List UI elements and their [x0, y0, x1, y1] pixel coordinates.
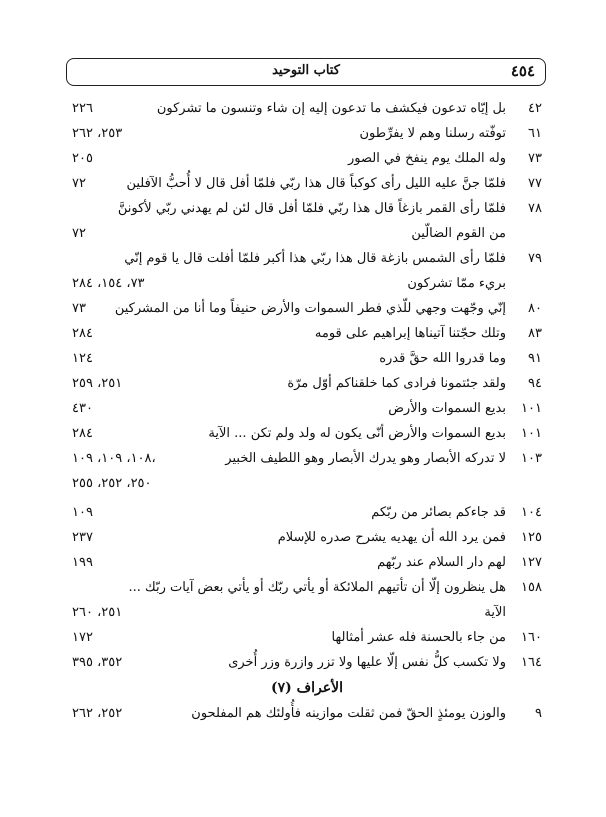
- verse-number: ١٦٠: [521, 630, 542, 645]
- verse-number: ١٠٣: [521, 451, 542, 466]
- index-row: [72, 446, 542, 471]
- page-references: ٧٣، ١٥٤، ٢٨٤: [72, 276, 145, 291]
- verse-number: ٦١: [528, 126, 542, 141]
- page-references: ٢٥١، ٢٥٩: [72, 376, 123, 391]
- index-content: [72, 96, 542, 726]
- page-references: ١٢٤: [72, 351, 93, 366]
- index-row: [72, 121, 542, 146]
- page-references: ٢٥٢، ٢٦٢: [72, 706, 123, 721]
- page-number: ٤٥٤: [510, 62, 535, 80]
- verse-number: ١٥٨: [521, 580, 542, 595]
- verse-text: بل إيّاه تدعون فيكشف ما تدعون إليه إن شاء وتنسون ما تشركون: [156, 101, 506, 116]
- verse-number: ١٠١: [521, 401, 542, 416]
- index-row: [72, 346, 542, 371]
- index-row: [72, 371, 542, 396]
- verse-text: والوزن يومئذٍ الحقّ فمن ثقلت موازينه فأُولئك هم المفلحون: [191, 706, 506, 721]
- page-references: ٤٣٠: [72, 401, 93, 416]
- index-row: [72, 500, 542, 525]
- verse-number: ١٢٧: [521, 555, 542, 570]
- index-row: [72, 146, 542, 171]
- index-row: [72, 701, 542, 726]
- verse-number: ٨٣: [528, 326, 542, 341]
- verse-number: ١٠٤: [521, 505, 542, 520]
- verse-text: من جاء بالحسنة فله عشر أمثالها: [331, 630, 506, 645]
- index-row: [72, 296, 542, 321]
- index-row: [72, 246, 542, 271]
- verse-number: ١٠١: [521, 426, 542, 441]
- verse-number: ٧٨: [528, 201, 542, 216]
- page-references: ١٠٩: [72, 505, 93, 520]
- page-references: ٢٨٤: [72, 426, 93, 441]
- verse-text: فلمّا جنَّ عليه الليل رأى كوكباً قال هذا ربّي فلمّا أفل قال لا أُحبُّ الآفلين: [126, 176, 506, 191]
- index-row: [72, 221, 542, 246]
- verse-number: ٤٢: [528, 101, 542, 116]
- verse-number: ٩٤: [528, 376, 542, 391]
- verse-text: قد جاءكم بصائر من ربّكم: [371, 505, 506, 520]
- verse-text: لا تدركه الأبصار وهو يدرك الأبصار وهو اللطيف الخبير: [225, 451, 506, 466]
- page-references: ٢٨٤: [72, 326, 93, 341]
- page-references: ٢٥٠، ٢٥٢، ٢٥٥: [72, 476, 152, 491]
- page-references: ٢٠٥: [72, 151, 93, 166]
- index-row: [72, 196, 542, 221]
- page-references: ٧٢: [72, 226, 86, 241]
- page-references: ٧٢: [72, 176, 86, 191]
- verse-text: بريء ممّا تشركون: [407, 276, 506, 291]
- page-references: ٣٥٢، ٣٩٥: [72, 655, 123, 670]
- verse-text: فلمّا رأى القمر بازغاً قال هذا ربّي فلمّا أفل قال لئن لم يهدني ربّي لأكوننَّ: [117, 201, 506, 216]
- index-row: [72, 600, 542, 625]
- verse-text: من القوم الضالّين: [411, 226, 506, 241]
- verse-text: فلمّا رأى الشمس بازغة قال هذا ربّي هذا أكبر فلمّا أفلت قال يا قوم إنّي: [124, 251, 506, 266]
- page-references: ٧٣: [72, 301, 86, 316]
- verse-text: [168, 471, 506, 496]
- page-references: ٢٥١، ٢٦٠: [72, 605, 123, 620]
- page-references: ٢٣٧: [72, 530, 93, 545]
- verse-text: توفّته رسلنا وهم لا يفرِّطون: [359, 126, 506, 141]
- verse-number: ٩١: [528, 351, 542, 366]
- index-row: [72, 171, 542, 196]
- verse-text: وتلك حجّتنا آتيناها إبراهيم على قومه: [314, 326, 506, 341]
- verse-number: ١٦٤: [521, 655, 542, 670]
- verse-text: وما قدروا الله حقَّ قدره: [379, 351, 506, 366]
- page-header-frame: [66, 58, 546, 86]
- index-row: [72, 321, 542, 346]
- verse-text: فمن يرد الله أن يهديه يشرح صدره للإسلام: [277, 530, 506, 545]
- verse-number: ٩: [535, 706, 542, 721]
- verse-text: بديع السموات والأرض: [388, 401, 506, 416]
- verse-text: لهم دار السلام عند ربّهم: [377, 555, 506, 570]
- verse-text: وله الملك يوم ينفخ في الصور: [348, 151, 506, 166]
- index-row: [72, 471, 542, 496]
- verse-text: إنّي وجّهت وجهي للّذي فطر السموات والأرض حنيفاً وما أنا من المشركين: [114, 301, 506, 316]
- index-row: [72, 550, 542, 575]
- page-references: ٢٥٣، ٢٦٢: [72, 126, 123, 141]
- book-title: كتاب التوحيد: [272, 63, 340, 78]
- index-row: [72, 575, 542, 600]
- page-references: ١٠٨، ١٠٩، ١٠٩،: [72, 451, 156, 466]
- index-row: [72, 421, 542, 446]
- index-row: [72, 625, 542, 650]
- page-references: ١٧٢: [72, 630, 93, 645]
- index-row: [72, 271, 542, 296]
- verse-number: ٧٩: [528, 251, 542, 266]
- verse-text: الآية: [484, 605, 506, 620]
- verse-text: ولقد جئتمونا فرادى كما خلقناكم أوّل مرّة: [287, 376, 506, 391]
- index-row: [72, 525, 542, 550]
- page-references: ١٩٩: [72, 555, 93, 570]
- index-row: [72, 396, 542, 421]
- surah-heading: الأعراف (٧): [270, 680, 343, 696]
- verse-text: بديع السموات والأرض أنّى يكون له ولد ولم تكن ... الآية: [208, 426, 506, 441]
- verse-number: ٧٧: [528, 176, 542, 191]
- index-row: [72, 650, 542, 675]
- page-references: ٢٢٦: [72, 101, 93, 116]
- index-row: [72, 96, 542, 121]
- verse-number: ٧٣: [528, 151, 542, 166]
- verse-text: ولا تكسب كلُّ نفس إلّا عليها ولا تزر وازرة وزر أُخرى: [228, 655, 506, 670]
- verse-text: هل ينظرون إلّا أن تأتيهم الملائكة أو يأتي ربّك أو يأتي بعض آيات ربّك ...: [128, 580, 506, 595]
- verse-number: ٨٠: [528, 301, 542, 316]
- verse-number: ١٢٥: [521, 530, 542, 545]
